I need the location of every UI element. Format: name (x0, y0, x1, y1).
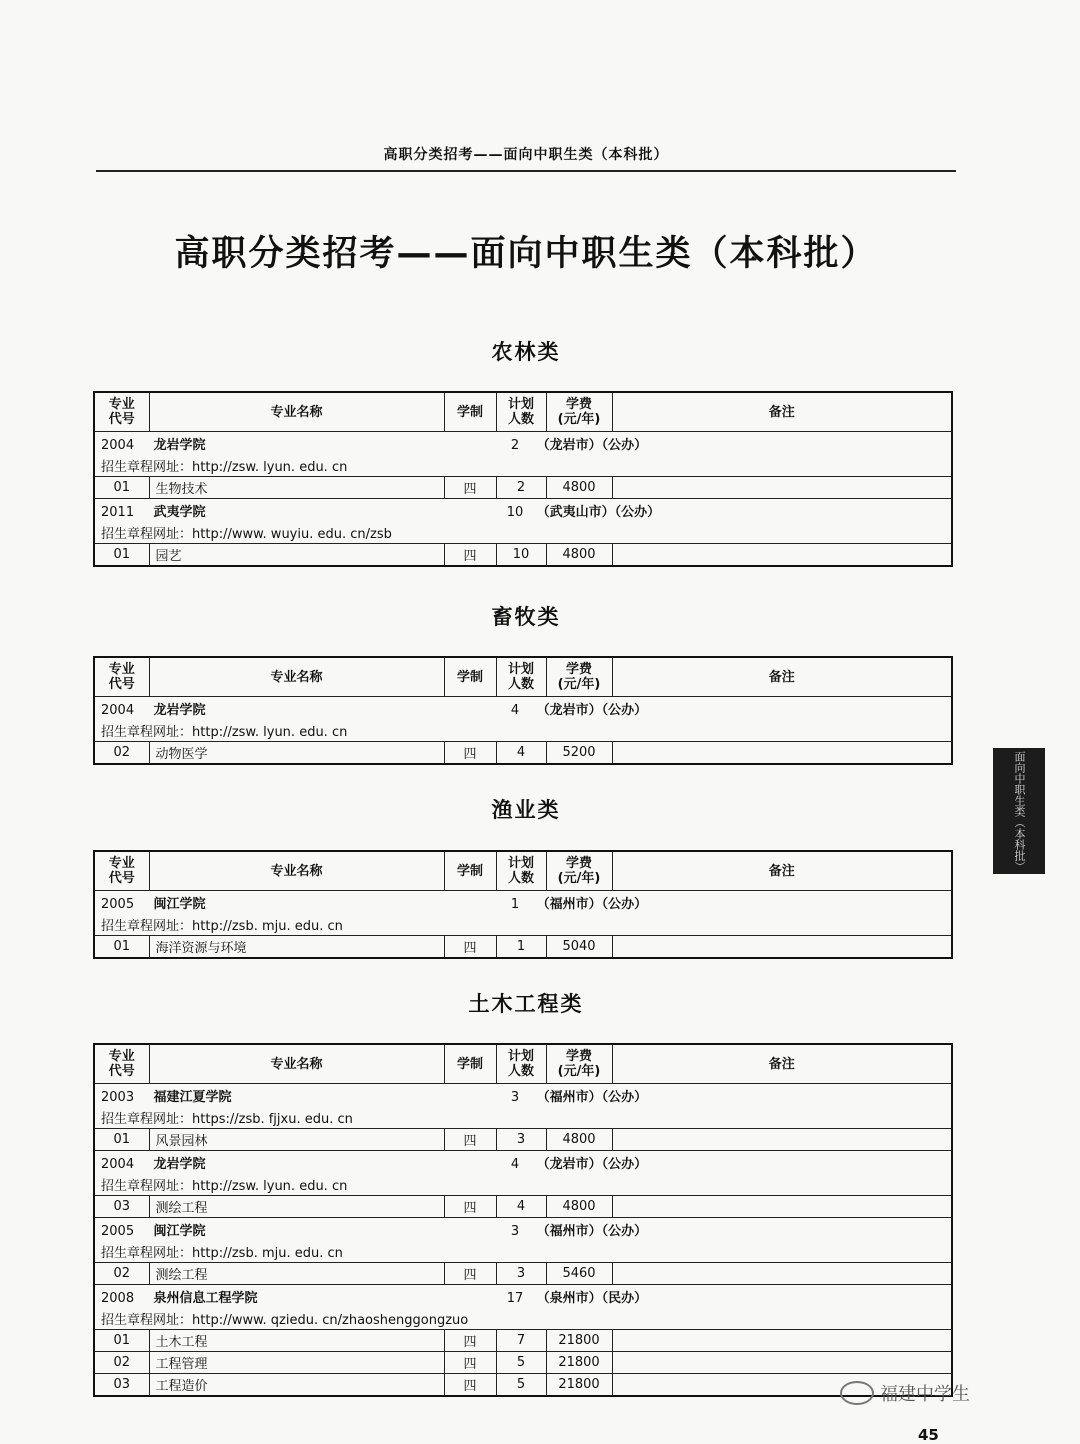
school-plan: 10 (506, 504, 524, 520)
major-plan: 7 (496, 1330, 546, 1352)
header-code: 专业 代号 (94, 1044, 149, 1084)
school-url[interactable]: http://zsw. lyun. edu. cn (192, 1178, 348, 1194)
enrollment-table (93, 850, 953, 959)
header-code: 专业 代号 (94, 851, 149, 891)
watermark (840, 1380, 970, 1406)
major-plan: 4 (496, 742, 546, 765)
major-remark (612, 1330, 952, 1352)
major-years: 四 (444, 477, 496, 499)
school-row (94, 1285, 952, 1308)
running-head: 高职分类招考——面向中职生类（本科批） (383, 147, 669, 163)
major-code: 03 (94, 1374, 149, 1397)
major-fee: 21800 (546, 1330, 612, 1352)
major-name: 风景园林 (149, 1129, 444, 1151)
page-number: 45 (918, 1426, 939, 1444)
section-title: 农林类 (491, 340, 561, 364)
major-row (94, 544, 952, 567)
major-plan: 10 (496, 544, 546, 567)
major-name: 土木工程 (149, 1330, 444, 1352)
header-name: 专业名称 (149, 392, 444, 432)
major-years: 四 (444, 1352, 496, 1374)
header-remark: 备注 (612, 657, 952, 697)
table-header (94, 1044, 952, 1084)
major-remark (612, 477, 952, 499)
major-years: 四 (444, 936, 496, 959)
major-remark (612, 1129, 952, 1151)
major-fee: 5200 (546, 742, 612, 765)
school-code: 2004 (101, 1156, 135, 1172)
table-header (94, 851, 952, 891)
school-url-row (94, 1173, 952, 1196)
major-name: 海洋资源与环境 (149, 936, 444, 959)
school-name: 龙岩学院 (153, 1156, 206, 1172)
major-remark (612, 544, 952, 567)
school-row (94, 1151, 952, 1174)
school-row (94, 1084, 952, 1107)
school-url-row (94, 1307, 952, 1330)
header-name: 专业名称 (149, 1044, 444, 1084)
school-name: 泉州信息工程学院 (153, 1290, 258, 1306)
major-plan: 2 (496, 477, 546, 499)
school-code: 2011 (101, 504, 135, 520)
major-fee: 4800 (546, 1129, 612, 1151)
url-label: 招生章程网址： (101, 1245, 193, 1261)
major-row (94, 1129, 952, 1151)
school-location: （龙岩市）（公办） (536, 702, 648, 718)
header-rule (96, 170, 956, 172)
url-label: 招生章程网址： (101, 1312, 193, 1328)
major-plan: 3 (496, 1263, 546, 1285)
header-fee: 学费 (元/年) (546, 851, 612, 891)
major-fee: 4800 (546, 1196, 612, 1218)
school-url[interactable]: http://www. wuyiu. edu. cn/zsb (192, 526, 392, 542)
school-plan: 3 (510, 1223, 520, 1239)
major-fee: 21800 (546, 1352, 612, 1374)
header-name: 专业名称 (149, 851, 444, 891)
url-label: 招生章程网址： (101, 459, 193, 475)
school-row (94, 1218, 952, 1241)
major-fee: 5460 (546, 1263, 612, 1285)
major-remark (612, 1196, 952, 1218)
major-row (94, 936, 952, 959)
school-code: 2005 (101, 1223, 135, 1239)
major-years: 四 (444, 1374, 496, 1397)
header-plan: 计划 人数 (496, 1044, 546, 1084)
school-name: 闽江学院 (153, 896, 206, 912)
major-code: 01 (94, 477, 149, 499)
url-label: 招生章程网址： (101, 1111, 193, 1127)
major-years: 四 (444, 1263, 496, 1285)
header-years: 学制 (444, 1044, 496, 1084)
school-location: （武夷山市）（公办） (536, 504, 661, 520)
major-name: 工程管理 (149, 1352, 444, 1374)
url-label: 招生章程网址： (101, 918, 193, 934)
major-row (94, 1196, 952, 1218)
header-plan: 计划 人数 (496, 392, 546, 432)
major-code: 02 (94, 1263, 149, 1285)
major-plan: 1 (496, 936, 546, 959)
major-fee: 4800 (546, 544, 612, 567)
major-years: 四 (444, 742, 496, 765)
header-fee: 学费 (元/年) (546, 657, 612, 697)
major-fee: 21800 (546, 1374, 612, 1397)
major-name: 动物医学 (149, 742, 444, 765)
major-years: 四 (444, 1196, 496, 1218)
major-row (94, 477, 952, 499)
major-row (94, 1352, 952, 1374)
table-header (94, 392, 952, 432)
school-name: 龙岩学院 (153, 702, 206, 718)
school-url[interactable]: http://zsw. lyun. edu. cn (192, 459, 348, 475)
major-fee: 5040 (546, 936, 612, 959)
school-location: （福州市）（公办） (536, 1223, 648, 1239)
major-name: 工程造价 (149, 1374, 444, 1397)
enrollment-table (93, 1043, 953, 1397)
school-code: 2004 (101, 437, 135, 453)
side-tab: 面向中职生类（本科批） (993, 748, 1045, 874)
school-location: （泉州市）（民办） (536, 1290, 648, 1306)
enrollment-table (93, 391, 953, 567)
major-row (94, 1374, 952, 1397)
major-plan: 5 (496, 1352, 546, 1374)
school-row (94, 697, 952, 720)
section-title: 土木工程类 (468, 992, 584, 1016)
header-remark: 备注 (612, 851, 952, 891)
major-name: 园艺 (149, 544, 444, 567)
school-url-row (94, 521, 952, 544)
header-fee: 学费 (元/年) (546, 1044, 612, 1084)
enrollment-table (93, 656, 953, 765)
major-row (94, 1263, 952, 1285)
section-title: 畜牧类 (491, 605, 561, 629)
major-remark (612, 936, 952, 959)
major-code: 02 (94, 742, 149, 765)
section-title: 渔业类 (491, 798, 561, 822)
page-title: 高职分类招考——面向中职生类（本科批） (174, 234, 878, 274)
school-plan: 3 (510, 1089, 520, 1105)
school-url-row (94, 1106, 952, 1129)
major-plan: 3 (496, 1129, 546, 1151)
major-code: 03 (94, 1196, 149, 1218)
header-years: 学制 (444, 657, 496, 697)
header-plan: 计划 人数 (496, 657, 546, 697)
school-name: 武夷学院 (153, 504, 206, 520)
major-remark (612, 1263, 952, 1285)
major-remark (612, 742, 952, 765)
table-header (94, 657, 952, 697)
school-code: 2008 (101, 1290, 135, 1306)
school-code: 2003 (101, 1089, 135, 1105)
school-plan: 4 (510, 1156, 520, 1172)
school-name: 龙岩学院 (153, 437, 206, 453)
header-fee: 学费 (元/年) (546, 392, 612, 432)
school-url[interactable]: http://zsb. mju. edu. cn (192, 918, 343, 934)
major-code: 02 (94, 1352, 149, 1374)
major-plan: 5 (496, 1374, 546, 1397)
school-url[interactable]: http://zsw. lyun. edu. cn (192, 724, 348, 740)
major-code: 01 (94, 1129, 149, 1151)
school-code: 2004 (101, 702, 135, 718)
major-years: 四 (444, 1330, 496, 1352)
school-url[interactable]: http://zsb. mju. edu. cn (192, 1245, 343, 1261)
school-name: 福建江夏学院 (153, 1089, 232, 1105)
school-url-row (94, 1240, 952, 1263)
major-code: 01 (94, 1330, 149, 1352)
major-plan: 4 (496, 1196, 546, 1218)
school-plan: 4 (510, 702, 520, 718)
major-row (94, 1330, 952, 1352)
header-remark: 备注 (612, 1044, 952, 1084)
header-name: 专业名称 (149, 657, 444, 697)
school-url-row (94, 913, 952, 936)
school-row (94, 499, 952, 522)
school-row (94, 432, 952, 455)
url-label: 招生章程网址： (101, 526, 193, 542)
major-name: 测绘工程 (149, 1263, 444, 1285)
school-plan: 1 (510, 896, 520, 912)
header-code: 专业 代号 (94, 657, 149, 697)
wechat-icon (840, 1381, 874, 1405)
school-url-row (94, 719, 952, 742)
school-url-row (94, 454, 952, 477)
major-row (94, 742, 952, 765)
school-location: （龙岩市）（公办） (536, 437, 648, 453)
major-name: 生物技术 (149, 477, 444, 499)
school-name: 闽江学院 (153, 1223, 206, 1239)
school-row (94, 891, 952, 914)
school-code: 2005 (101, 896, 135, 912)
school-url[interactable]: https://zsb. fjjxu. edu. cn (192, 1111, 353, 1127)
header-code: 专业 代号 (94, 392, 149, 432)
major-years: 四 (444, 1129, 496, 1151)
school-location: （福州市）（公办） (536, 1089, 648, 1105)
school-location: （龙岩市）（公办） (536, 1156, 648, 1172)
watermark-text: 福建中学生 (880, 1384, 970, 1405)
header-years: 学制 (444, 851, 496, 891)
url-label: 招生章程网址： (101, 1178, 193, 1194)
school-url[interactable]: http://www. qziedu. cn/zhaoshenggongzuo (192, 1312, 469, 1328)
major-name: 测绘工程 (149, 1196, 444, 1218)
major-remark (612, 1352, 952, 1374)
header-plan: 计划 人数 (496, 851, 546, 891)
school-location: （福州市）（公办） (536, 896, 648, 912)
major-code: 01 (94, 936, 149, 959)
url-label: 招生章程网址： (101, 724, 193, 740)
major-fee: 4800 (546, 477, 612, 499)
school-plan: 2 (510, 437, 520, 453)
major-code: 01 (94, 544, 149, 567)
header-remark: 备注 (612, 392, 952, 432)
header-years: 学制 (444, 392, 496, 432)
school-plan: 17 (506, 1290, 524, 1306)
major-years: 四 (444, 544, 496, 567)
